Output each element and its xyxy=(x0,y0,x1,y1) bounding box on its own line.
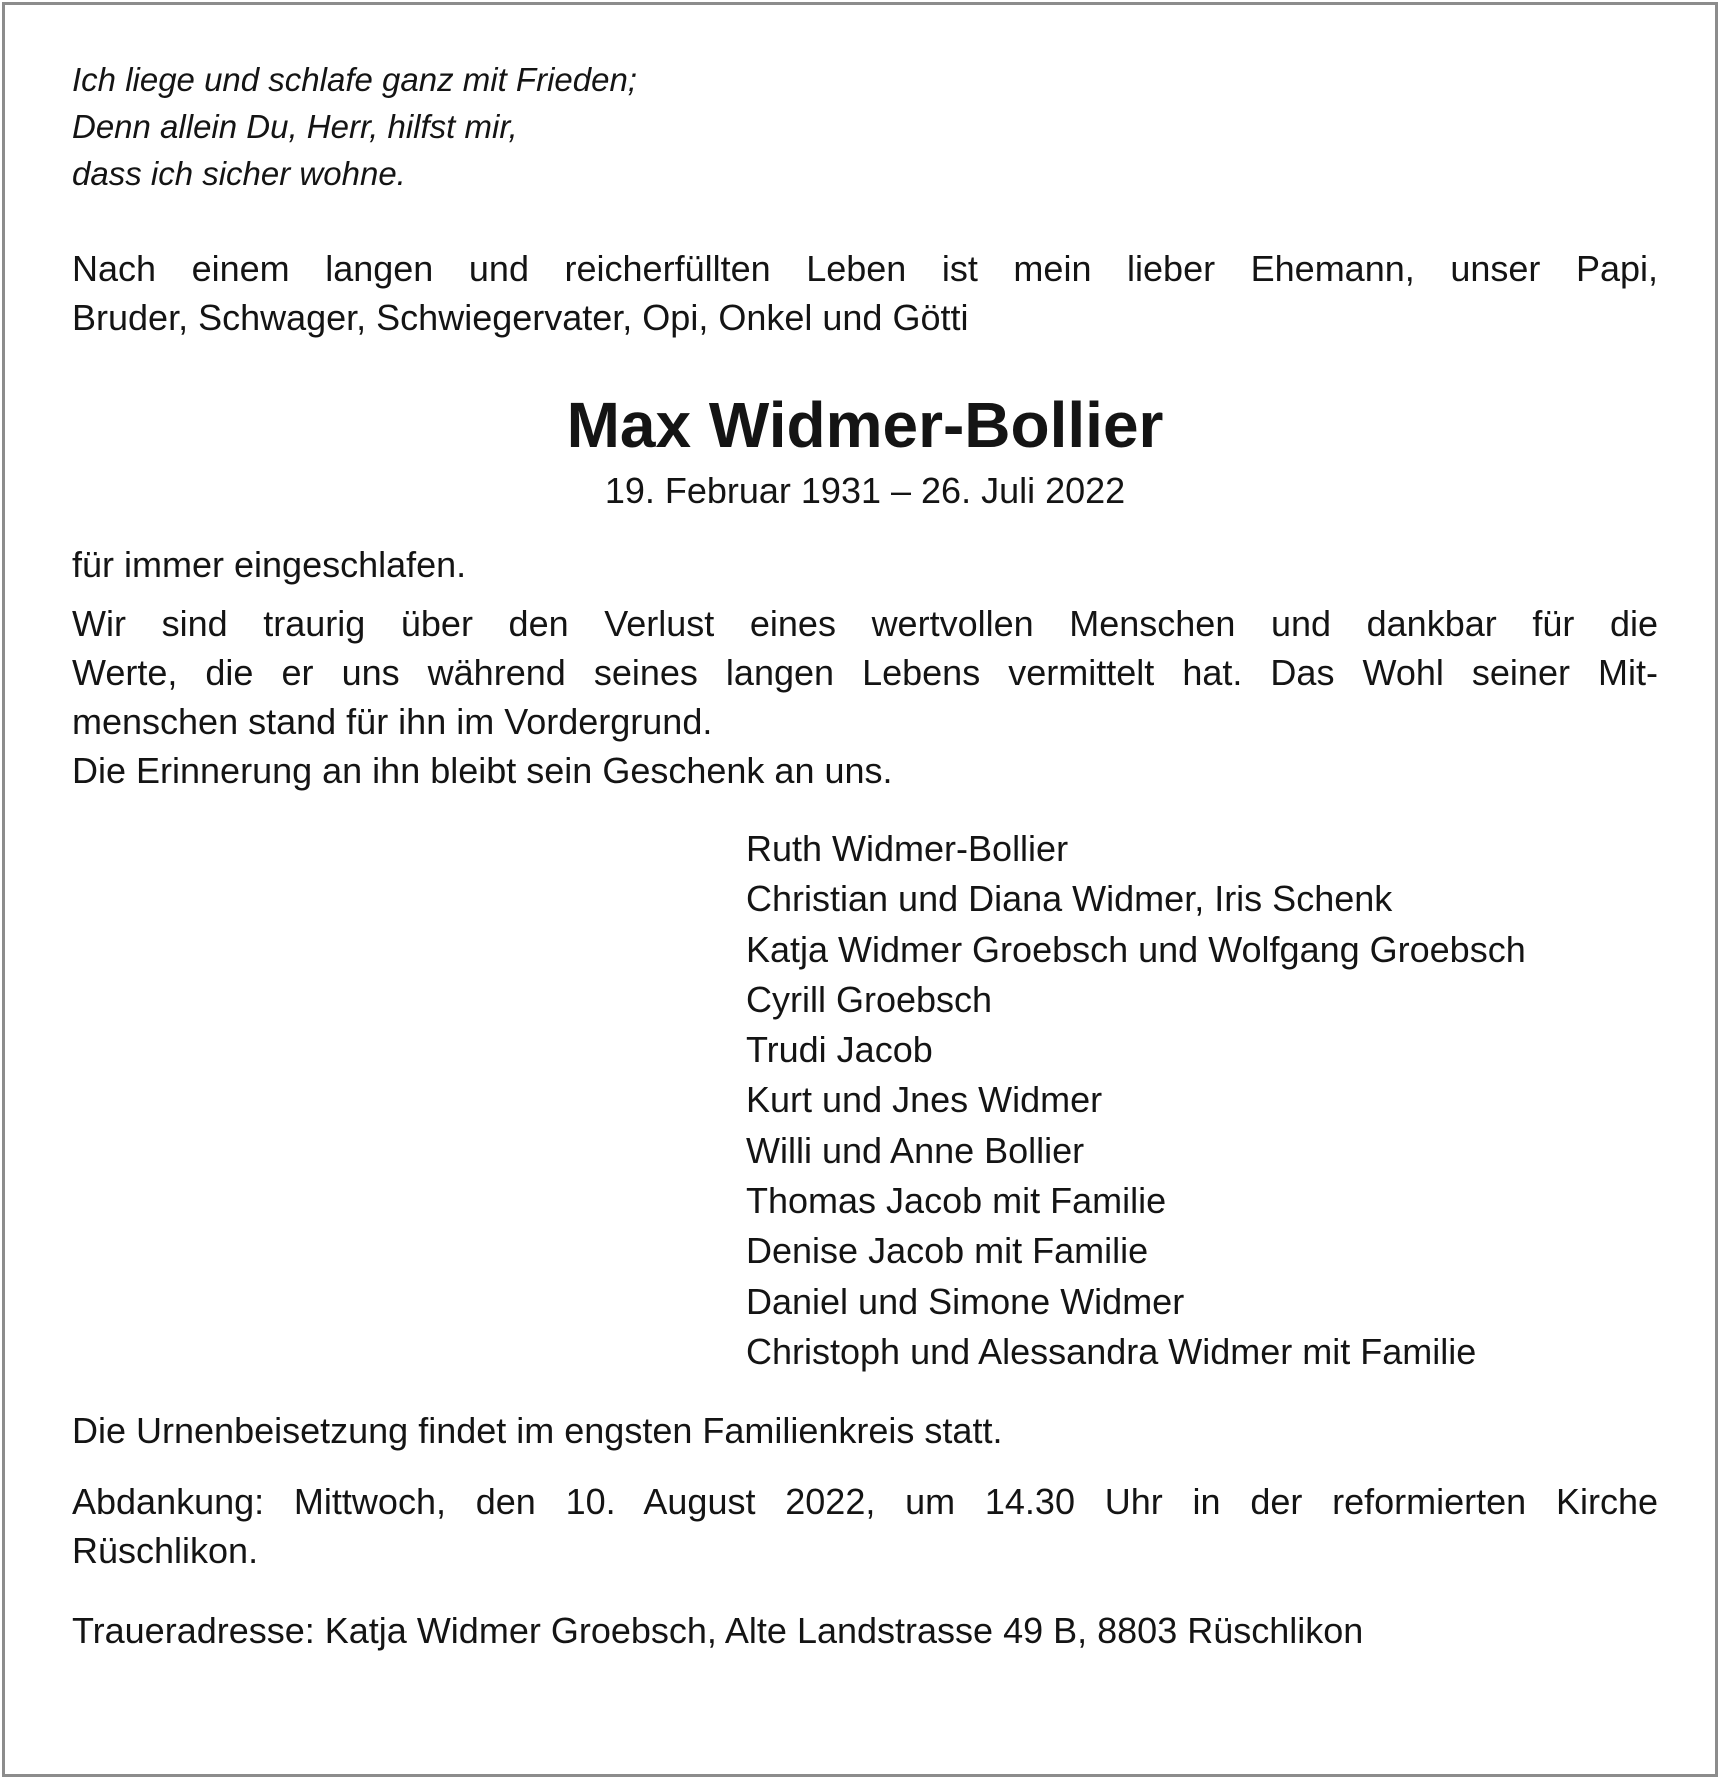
service-line: Abdankung: Mittwoch, den 10. August 2022, um 14.30 Uhr in der reformierten Kirche xyxy=(72,1481,1658,1523)
mourner-name: Daniel und Simone Widmer xyxy=(746,1280,1185,1322)
mourners-list xyxy=(746,824,1658,1377)
verse-line: dass ich sicher wohne. xyxy=(72,155,406,192)
tribute-paragraph xyxy=(72,599,1658,795)
mourner-name: Christoph und Alessandra Widmer mit Familie xyxy=(746,1330,1477,1372)
service-line: Rüschlikon. xyxy=(72,1530,259,1572)
mourning-address: Traueradresse: Katja Widmer Groebsch, Alte Landstrasse 49 B, 8803 Rüschlikon xyxy=(72,1610,1364,1652)
tribute-line: Wir sind traurig über den Verlust eines wertvollen Menschen und dankbar für die xyxy=(72,603,1658,644)
obituary-content xyxy=(72,50,1658,1655)
tribute-line: Werte, die er uns während seines langen Lebens vermittelt hat. Das Wohl seiner Mit- xyxy=(72,652,1658,693)
mourner-name: Kurt und Jnes Widmer xyxy=(746,1079,1103,1121)
tribute-line: Die Erinnerung an ihn bleibt sein Geschenk an uns. xyxy=(72,750,893,791)
asleep-text: für immer eingeschlafen. xyxy=(72,544,467,585)
deceased-name: Max Widmer-Bollier xyxy=(566,389,1164,461)
tribute-line: menschen stand für ihn im Vordergrund. xyxy=(72,701,713,742)
intro-line: Nach einem langen und reicherfüllten Leben ist mein lieber Ehemann, unser Papi, xyxy=(72,248,1658,289)
mourner-name: Denise Jacob mit Familie xyxy=(746,1230,1149,1272)
mourner-name: Katja Widmer Groebsch und Wolfgang Groebsch xyxy=(746,928,1526,970)
mourner-name: Cyrill Groebsch xyxy=(746,978,993,1020)
bible-verse xyxy=(72,56,1658,197)
mourner-name: Christian und Diana Widmer, Iris Schenk xyxy=(746,878,1393,920)
life-dates: 19. Februar 1931 – 26. Juli 2022 xyxy=(604,470,1126,511)
mourner-name: Willi und Anne Bollier xyxy=(746,1129,1085,1171)
service-info xyxy=(72,1477,1658,1575)
mourner-name: Thomas Jacob mit Familie xyxy=(746,1180,1167,1222)
verse-line: Denn allein Du, Herr, hilfst mir, xyxy=(72,108,518,145)
burial-note: Die Urnenbeisetzung findet im engsten Familienkreis statt. xyxy=(72,1410,1003,1452)
mourner-name: Ruth Widmer-Bollier xyxy=(746,828,1069,869)
verse-line: Ich liege und schlafe ganz mit Frieden; xyxy=(72,61,637,98)
mourner-name: Trudi Jacob xyxy=(746,1029,933,1071)
intro-paragraph xyxy=(72,244,1658,342)
intro-line: Bruder, Schwager, Schwiegervater, Opi, Onkel und Götti xyxy=(72,297,969,338)
